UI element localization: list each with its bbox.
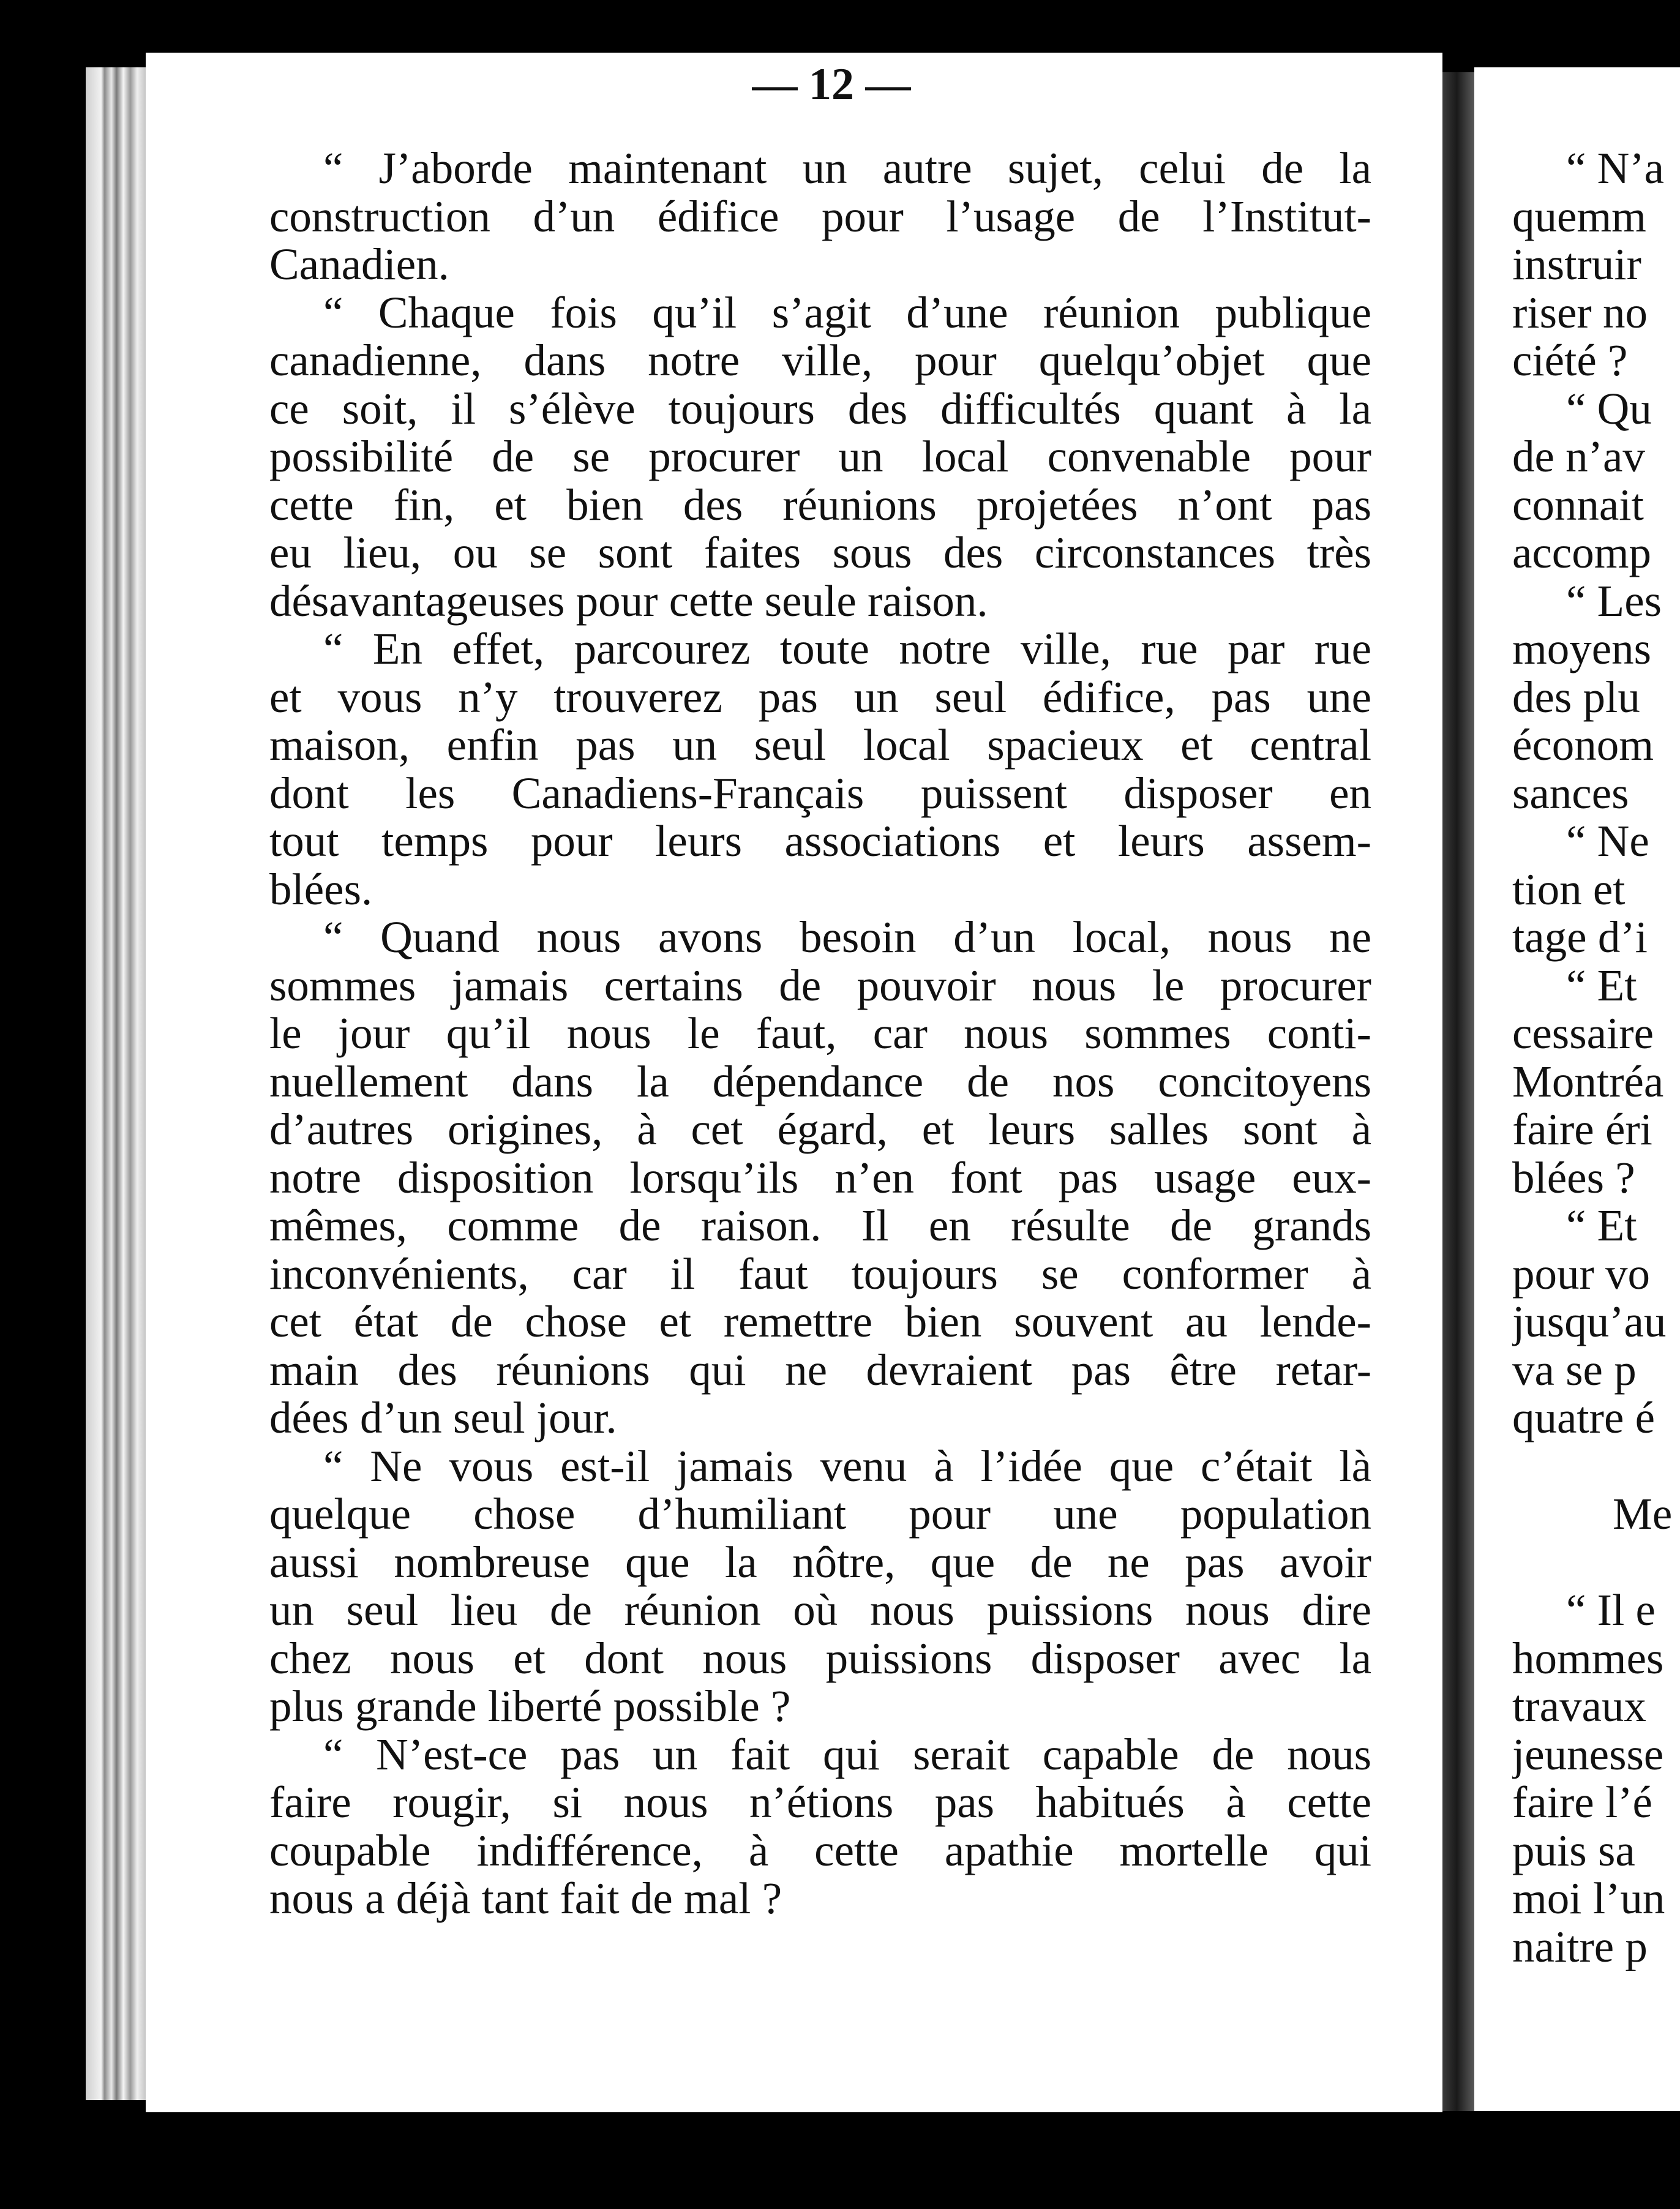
text-line: “ Il e <box>1566 1585 1656 1635</box>
text-line: moyens <box>1512 624 1652 673</box>
text-line: faire rougir, si nous n’étions pas habitués à cette <box>269 1777 1371 1827</box>
text-line: main des réunions qui ne devraient pas être retar- <box>269 1345 1371 1395</box>
text-line: mêmes, comme de raison. Il en résulte de grands <box>269 1201 1371 1250</box>
text-line: “ Les <box>1566 576 1662 626</box>
text-line: un seul lieu de réunion où nous puissions nous dire <box>269 1585 1371 1635</box>
text-line: cessaire <box>1512 1008 1654 1058</box>
text-line: dont les Canadiens-Français puissent disposer en <box>269 768 1371 818</box>
text-line: dées d’un seul jour. <box>269 1393 617 1442</box>
text-line: nuellement dans la dépendance de nos concitoyens <box>269 1056 1371 1106</box>
text-line: “ En effet, parcourez toute notre ville, rue par rue <box>323 624 1371 673</box>
text-line: économ <box>1512 720 1654 770</box>
text-line: désavantageuses pour cette seule raison. <box>269 576 988 626</box>
text-line: “ Chaque fois qu’il s’agit d’une réunion publique <box>323 287 1371 337</box>
text-line: naitre p <box>1512 1921 1648 1971</box>
text-line: va se p <box>1512 1345 1637 1395</box>
text-line <box>1512 1442 1680 1491</box>
text-line: ce soit, il s’élève toujours des difficultés quant à la <box>269 383 1371 433</box>
text-line: accomp <box>1512 528 1651 577</box>
text-line: Me <box>1613 1489 1673 1539</box>
text-line: Canadien. <box>269 239 449 289</box>
text-line: jusqu’au <box>1512 1297 1667 1346</box>
left-page-text <box>269 144 1371 1923</box>
text-line: canadienne, dans notre ville, pour quelqu’objet que <box>269 336 1371 385</box>
text-line: “ Quand nous avons besoin d’un local, nous ne <box>323 912 1371 962</box>
text-line: chez nous et dont nous puissions disposer avec la <box>269 1633 1371 1683</box>
text-line: blées. <box>269 864 373 914</box>
text-line: de n’av <box>1512 432 1645 481</box>
text-line: riser no <box>1512 287 1648 337</box>
text-line: nous a déjà tant fait de mal ? <box>269 1873 782 1923</box>
text-line: sances <box>1512 768 1629 818</box>
text-line: d’autres origines, à cet égard, et leurs salles sont à <box>269 1104 1371 1154</box>
text-line: “ Ne vous est-il jamais venu à l’idée que c’était là <box>323 1441 1371 1491</box>
text-line: cette fin, et bien des réunions projetées n’ont pas <box>269 479 1371 530</box>
text-line: notre disposition lorsqu’ils n’en font pas usage eux- <box>269 1152 1371 1202</box>
text-line: faire éri <box>1512 1104 1652 1154</box>
text-line: et vous n’y trouverez pas un seul édifice, pas une <box>269 672 1371 722</box>
text-line: tout temps pour leurs associations et leurs assem- <box>269 816 1371 866</box>
right-page-text <box>1512 144 1680 1971</box>
text-line: tion et <box>1512 864 1626 914</box>
page-number: — 12 — <box>752 59 911 110</box>
text-line: le jour qu’il nous le faut, car nous sommes conti- <box>269 1008 1371 1058</box>
text-line: puis sa <box>1512 1825 1635 1875</box>
text-line: “ Qu <box>1566 383 1652 433</box>
text-line: cet état de chose et remettre bien souvent au lende- <box>269 1297 1371 1346</box>
text-line: Montréa <box>1512 1056 1664 1106</box>
text-line: ciété ? <box>1512 336 1628 385</box>
text-line: hommes <box>1512 1633 1664 1683</box>
text-line: connait <box>1512 479 1644 530</box>
text-line: moi l’un <box>1512 1873 1665 1923</box>
text-line: des plu <box>1512 672 1640 722</box>
text-line: sommes jamais certains de pouvoir nous le procurer <box>269 960 1371 1010</box>
text-line: quemm <box>1512 191 1646 241</box>
book-gutter <box>1442 72 1474 2111</box>
text-line: travaux <box>1512 1681 1646 1731</box>
text-line: instruir <box>1512 239 1641 289</box>
text-line: quatre é <box>1512 1393 1656 1442</box>
text-line <box>1512 1539 1680 1587</box>
text-line: “ N’est-ce pas un fait qui serait capable de nous <box>323 1729 1371 1779</box>
text-line: eu lieu, ou se sont faites sous des circonstances très <box>269 528 1371 577</box>
text-line: “ J’aborde maintenant un autre sujet, celui de la <box>323 143 1371 193</box>
text-line: possibilité de se procurer un local convenable pour <box>269 432 1371 481</box>
text-line: maison, enfin pas un seul local spacieux et central <box>269 720 1371 770</box>
text-line: blées ? <box>1512 1152 1635 1202</box>
text-line: “ Ne <box>1566 816 1649 866</box>
text-line: construction d’un édifice pour l’usage de l’Institut- <box>269 191 1371 241</box>
text-line: “ Et <box>1566 1201 1637 1250</box>
text-line: “ Et <box>1566 960 1637 1010</box>
text-line: “ N’a <box>1566 144 1665 193</box>
text-line: plus grande liberté possible ? <box>269 1681 791 1731</box>
text-line: faire l’é <box>1512 1777 1652 1827</box>
text-line: jeunesse <box>1512 1729 1664 1779</box>
text-line: quelque chose d’humiliant pour une population <box>269 1489 1371 1539</box>
text-line: coupable indifférence, à cette apathie mortelle qui <box>269 1825 1371 1875</box>
text-line: inconvénients, car il faut toujours se conformer à <box>269 1248 1371 1299</box>
text-line: tage d’i <box>1512 912 1648 962</box>
text-line: pour vo <box>1512 1248 1651 1299</box>
text-line: aussi nombreuse que la nôtre, que de ne pas avoir <box>269 1537 1371 1587</box>
